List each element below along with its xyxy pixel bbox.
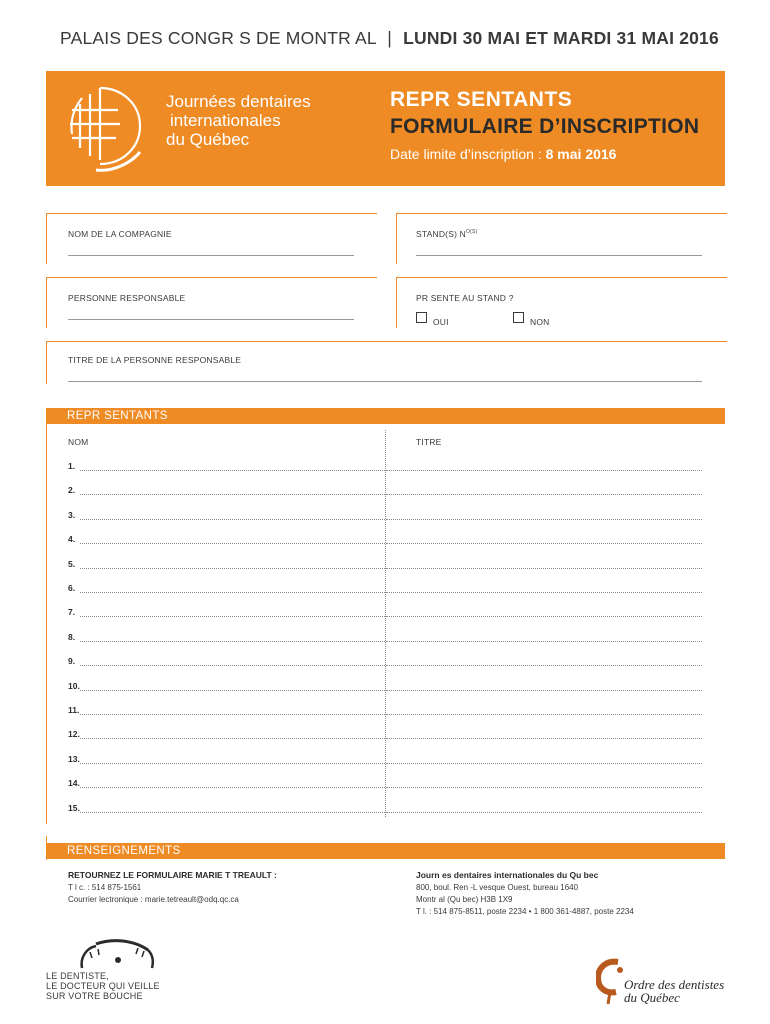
rep-title-input[interactable]	[386, 763, 702, 764]
brand-name	[166, 92, 311, 149]
org-address-2: Montr al (Qu bec) H3B 1X9	[416, 895, 513, 904]
return-form-title: RETOURNEZ LE FORMULAIRE MARIE T TREAULT :	[68, 870, 277, 880]
rep-title-input[interactable]	[386, 641, 702, 642]
deadline-value: 8 mai 2016	[545, 146, 617, 162]
rep-name-input[interactable]	[80, 665, 385, 666]
rep-name-input[interactable]	[80, 592, 385, 593]
rep-title-input[interactable]	[386, 543, 702, 544]
representatives-left-border	[46, 424, 47, 824]
company-label: NOM DE LA COMPAGNIE	[68, 229, 172, 239]
rep-row-number: 4.	[68, 534, 76, 544]
rep-name-input[interactable]	[80, 763, 385, 764]
rep-title-input[interactable]	[386, 470, 702, 471]
person-input[interactable]	[68, 319, 354, 320]
rep-title-input[interactable]	[386, 738, 702, 739]
tagline-line-1: LE DENTISTE,	[46, 971, 109, 981]
rep-title-input[interactable]	[386, 494, 702, 495]
rep-name-input[interactable]	[80, 787, 385, 788]
rep-row-number: 7.	[68, 607, 76, 617]
brand-line-1: Journées dentaires	[166, 92, 311, 111]
title-person-label: TITRE DE LA PERSONNE RESPONSABLE	[68, 355, 242, 365]
oui-label: OUI	[433, 317, 449, 327]
brand-line-2: internationales	[170, 111, 281, 130]
rep-row-number: 8.	[68, 632, 76, 642]
event-dates: LUNDI 30 MAI ET MARDI 31 MAI 2016	[403, 28, 719, 48]
rep-name-input[interactable]	[80, 543, 385, 544]
rep-title-input[interactable]	[386, 592, 702, 593]
rep-name-input[interactable]	[80, 714, 385, 715]
rep-row-number: 13.	[68, 754, 80, 764]
rep-name-input[interactable]	[80, 738, 385, 739]
rep-title-input[interactable]	[386, 812, 702, 813]
tagline-line-2: LE DOCTEUR QUI VEILLE	[46, 981, 160, 991]
odq-line-2: du Québec	[624, 990, 680, 1005]
org-phones: T l. : 514 875-8511, poste 2234 • 1 800 361-4887, poste 2234	[416, 907, 634, 916]
header-separator: |	[387, 28, 393, 48]
org-address-1: 800, boul. Ren -L vesque Ouest, bureau 1640	[416, 883, 579, 892]
brand-line-3: du Québec	[166, 130, 250, 149]
rep-row-number: 1.	[68, 461, 76, 471]
odq-logo-icon	[596, 956, 626, 1006]
event-header	[60, 28, 719, 49]
non-label: NON	[530, 317, 550, 327]
rep-title-input[interactable]	[386, 519, 702, 520]
venue-text: PALAIS DES CONGR S DE MONTR AL	[60, 28, 377, 48]
smiling-face-logo-icon	[78, 938, 158, 974]
person-label: PERSONNE RESPONSABLE	[68, 293, 186, 303]
stand-label: STAND(S) $N^{O(S)}$	[416, 229, 478, 239]
rep-row-number: 2.	[68, 485, 76, 495]
rep-name-input[interactable]	[80, 812, 385, 813]
rep-name-input[interactable]	[80, 470, 385, 471]
jdiq-logo-icon	[60, 80, 155, 175]
oui-checkbox[interactable]	[416, 312, 427, 323]
rep-name-input[interactable]	[80, 616, 385, 617]
info-left-border	[46, 836, 47, 860]
col-titre-header: TITRE	[416, 437, 442, 447]
rep-name-input[interactable]	[80, 690, 385, 691]
rep-title-input[interactable]	[386, 616, 702, 617]
dentist-tagline	[46, 971, 160, 1001]
representatives-section-bar: REPR SENTANTS	[46, 408, 725, 424]
non-checkbox[interactable]	[513, 312, 524, 323]
form-title-registration: FORMULAIRE D’INSCRIPTION	[390, 115, 700, 138]
rep-name-input[interactable]	[80, 568, 385, 569]
title-person-input[interactable]	[68, 381, 702, 382]
form-title-representants: REPR SENTANTS	[390, 88, 573, 111]
odq-line-1: Ordre des dentistes	[624, 977, 725, 992]
rep-title-input[interactable]	[386, 690, 702, 691]
contact-email[interactable]: Courrier lectronique : marie.tetreault@odq.qc.ca	[68, 895, 239, 904]
rep-row-number: 10.	[68, 681, 80, 691]
registration-deadline	[390, 146, 616, 162]
rep-row-number: 14.	[68, 778, 80, 788]
col-nom-header: NOM	[68, 437, 89, 447]
rep-row-number: 5.	[68, 559, 76, 569]
rep-row-number: 3.	[68, 510, 76, 520]
info-section-bar: RENSEIGNEMENTS	[46, 843, 725, 859]
rep-name-input[interactable]	[80, 641, 385, 642]
rep-title-input[interactable]	[386, 665, 702, 666]
rep-row-number: 9.	[68, 656, 76, 666]
column-divider	[385, 430, 386, 817]
tagline-line-3: SUR VOTRE BOUCHE	[46, 991, 143, 1001]
rep-row-number: 6.	[68, 583, 76, 593]
rep-name-input[interactable]	[80, 494, 385, 495]
rep-row-number: 12.	[68, 729, 80, 739]
rep-name-input[interactable]	[80, 519, 385, 520]
rep-title-input[interactable]	[386, 568, 702, 569]
org-title: Journ es dentaires internationales du Qu bec	[416, 870, 599, 880]
present-label: PR SENTE AU STAND ?	[416, 293, 514, 303]
stand-input[interactable]	[416, 255, 702, 256]
rep-row-number: 11.	[68, 705, 80, 715]
rep-title-input[interactable]	[386, 787, 702, 788]
contact-phone: T l c. : 514 875-1561	[68, 883, 142, 892]
odq-name	[624, 978, 724, 1004]
company-input[interactable]	[68, 255, 354, 256]
rep-title-input[interactable]	[386, 714, 702, 715]
deadline-label: Date limite d’inscription :	[390, 146, 546, 162]
rep-row-number: 15.	[68, 803, 80, 813]
